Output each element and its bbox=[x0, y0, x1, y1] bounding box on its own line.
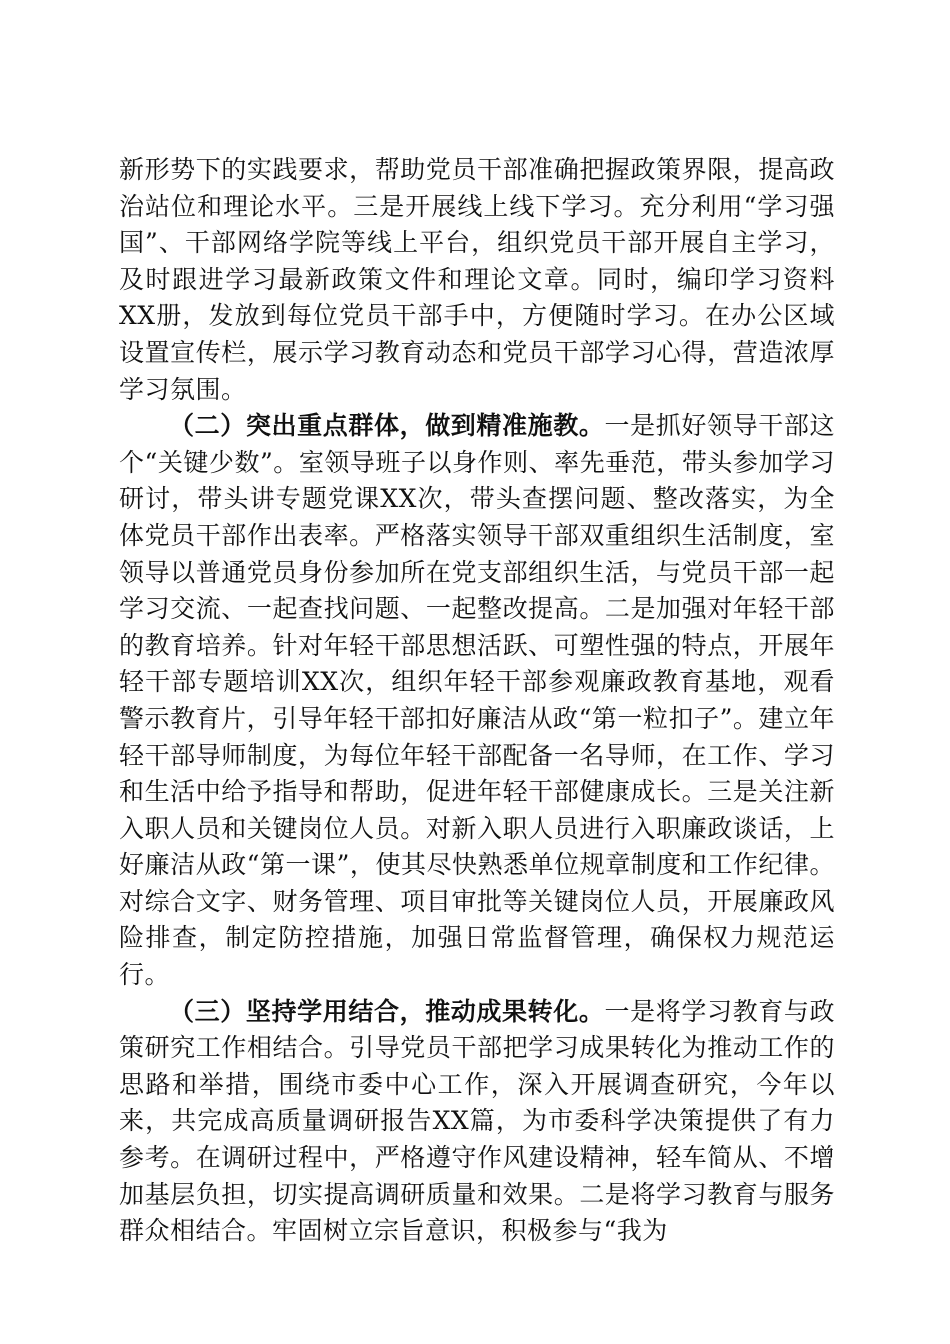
paragraph-text: 一是抓好领导干部这个“关键少数”。室领导班子以身作则、率先垂范，带头参加学习研讨，带头讲专题党课XX次，带头查摆问题、整改落实，为全体党员干部作出表率。严格落实领导干部双重组织生活制度，室领导以普通党员身份参加所在党支部组织生活，与党员干部一起学习交流、一起查找问题、一起整改提高。二是加强对年轻干部的教育培养。针对年轻干部思想活跃、可塑性强的特点，开展年轻干部专题培训XX次，组织年轻干部参观廉政教育基地，观看警示教育片，引导年轻干部扣好廉洁从政“第一粒扣子”。建立年轻干部导师制度，为每位年轻干部配备一名导师，在工作、学习和生活中给予指导和帮助，促进年轻干部健康成长。三是关注新入职人员和关键岗位人员。对新入职人员进行入职廉政谈话，上好廉洁从政“第一课”，使其尽快熟悉单位规章制度和工作纪律。对综合文字、财务管理、项目审批等关键岗位人员，开展廉政风险排查，制定防控措施，加强日常监督管理，确保权力规范运行。 bbox=[119, 411, 835, 990]
paragraph-section-2 bbox=[119, 408, 835, 994]
paragraph-section-3 bbox=[119, 994, 835, 1250]
paragraph-text: 新形势下的实践要求，帮助党员干部准确把握政策界限，提高政治站位和理论水平。三是开展线上线下学习。充分利用“学习强国”、干部网络学院等线上平台，组织党员干部开展自主学习，及时跟进学习最新政策文件和理论文章。同时，编印学习资料XX册，发放到每位党员干部手中，方便随时学习。在办公区域设置宣传栏，展示学习教育动态和党员干部学习心得，营造浓厚学习氛围。 bbox=[119, 155, 835, 404]
paragraph-text: 一是将学习教育与政策研究工作相结合。引导党员干部把学习成果转化为推动工作的思路和举措，围绕市委中心工作，深入开展调查研究，今年以来，共完成高质量调研报告XX篇，为市委科学决策提供了有力参考。在调研过程中，严格遵守作风建设精神，轻车简从、不增加基层负担，切实提高调研质量和效果。二是将学习教育与服务群众相结合。牢固树立宗旨意识，积极参与“我为 bbox=[119, 996, 835, 1246]
paragraph-continuation bbox=[119, 152, 835, 408]
section-heading: （三）坚持学用结合，推动成果转化。 bbox=[169, 996, 605, 1026]
section-heading: （二）突出重点群体，做到精准施教。 bbox=[169, 411, 605, 441]
document-body bbox=[119, 152, 835, 1250]
